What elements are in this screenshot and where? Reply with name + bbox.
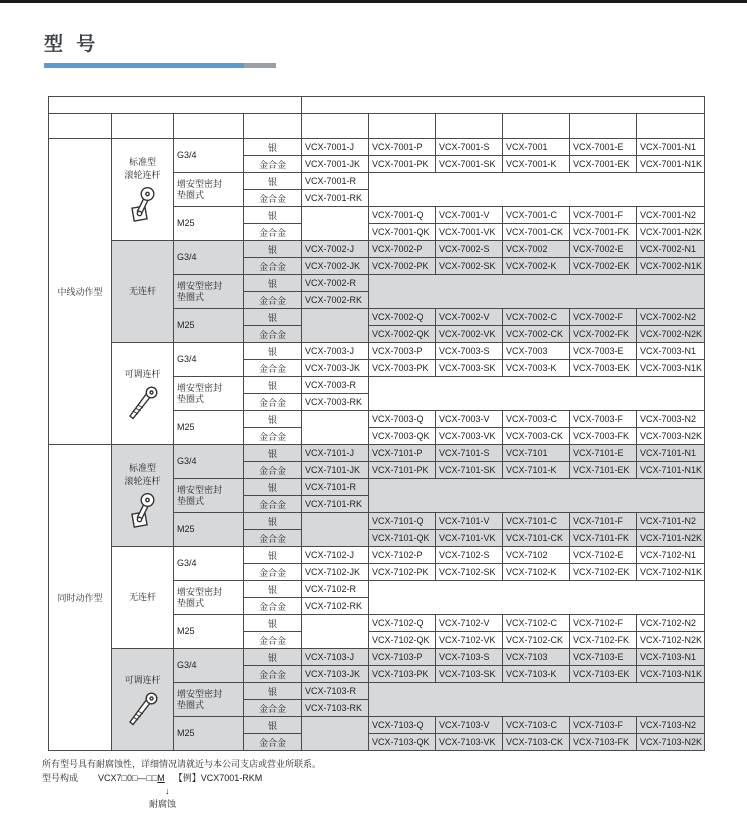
empty-region (302, 615, 369, 649)
page-title: 型 号 (44, 34, 100, 55)
model-cell: VCX-7001-N1K (637, 156, 705, 173)
cable-cell: G3/4 (174, 139, 244, 173)
model-cell: VCX-7103-FK (570, 734, 637, 751)
material-cell: 金合金 (244, 224, 302, 241)
cable-cell: 增安型密封 垫圈式 (174, 377, 244, 411)
adjustable-lever-icon (115, 384, 170, 420)
model-cell: VCX-7002-SK (436, 258, 503, 275)
model-cell: VCX-7003-N2K (637, 428, 705, 445)
material-cell: 银 (244, 411, 302, 428)
model-cell: VCX-7102-N1K (637, 564, 705, 581)
model-cell: VCX-7001-R (302, 173, 369, 190)
model-cell: VCX-7001-N1 (637, 139, 705, 156)
model-cell: VCX-7003-N2 (637, 411, 705, 428)
material-cell: 金合金 (244, 326, 302, 343)
model-cell: VCX-7101-CK (503, 530, 570, 547)
model-cell: VCX-7003-SK (436, 360, 503, 377)
model-cell: VCX-7003-QK (369, 428, 436, 445)
model-cell: VCX-7103 (503, 649, 570, 666)
col-header-iecex: IECEx (570, 114, 637, 139)
model-cell: VCX-7103-Q (369, 717, 436, 734)
model-cell: VCX-7101-N2 (637, 513, 705, 530)
model-cell: VCX-7102-V (436, 615, 503, 632)
model-cell: VCX-7101-N1K (637, 462, 705, 479)
footnotes (42, 758, 747, 810)
model-cell: VCX-7102-P (369, 547, 436, 564)
model-cell: VCX-7102-N1 (637, 547, 705, 564)
material-cell: 银 (244, 479, 302, 496)
model-cell: VCX-7001-QK (369, 224, 436, 241)
model-cell: VCX-7003-V (436, 411, 503, 428)
material-cell: 金合金 (244, 428, 302, 445)
material-cell: 银 (244, 207, 302, 224)
col-header-material: 接点材质 (244, 114, 302, 139)
col-header-tiis: TIIS (302, 114, 369, 139)
corrosion-label: 耐腐蚀 (149, 799, 177, 809)
model-composition-line (42, 772, 747, 784)
model-cell: VCX-7103-R (302, 683, 369, 700)
model-cell: VCX-7002-F (570, 309, 637, 326)
model-cell: VCX-7001-PK (369, 156, 436, 173)
material-cell: 银 (244, 649, 302, 666)
model-table-body (49, 139, 705, 751)
cable-cell: 增安型密封 垫圈式 (174, 275, 244, 309)
material-cell: 银 (244, 445, 302, 462)
model-cell: VCX-7103-C (503, 717, 570, 734)
model-cell: VCX-7002-Q (369, 309, 436, 326)
model-cell: VCX-7102-K (503, 564, 570, 581)
model-cell: VCX-7103-P (369, 649, 436, 666)
model-cell: VCX-7101-E (570, 445, 637, 462)
model-cell: VCX-7003 (503, 343, 570, 360)
model-cell: VCX-7001-F (570, 207, 637, 224)
model-number-table (48, 96, 705, 751)
model-cell: VCX-7103-QK (369, 734, 436, 751)
model-cell: VCX-7103-F (570, 717, 637, 734)
model-cell: VCX-7102-EK (570, 564, 637, 581)
model-cell: VCX-7003-R (302, 377, 369, 394)
material-cell: 金合金 (244, 462, 302, 479)
model-cell: VCX-7001-EK (570, 156, 637, 173)
model-cell: VCX-7102-R (302, 581, 369, 598)
model-cell: VCX-7101-QK (369, 530, 436, 547)
empty-region (369, 377, 705, 411)
model-cell: VCX-7001-S (436, 139, 503, 156)
material-cell: 银 (244, 173, 302, 190)
empty-region (369, 173, 705, 207)
model-cell: VCX-7103-K (503, 666, 570, 683)
model-cell: VCX-7001-C (503, 207, 570, 224)
empty-region (369, 275, 705, 309)
title-underline-blue (44, 63, 244, 68)
actuator-cell: 可调连杆 (112, 649, 174, 751)
cert-banner: 认证标准 (302, 97, 705, 114)
material-cell: 金合金 (244, 394, 302, 411)
material-cell: 金合金 (244, 292, 302, 309)
table-row (49, 547, 705, 564)
composition-example: 【例】VCX7001-RKM (173, 773, 263, 783)
material-cell: 金合金 (244, 734, 302, 751)
model-cell: VCX-7103-JK (302, 666, 369, 683)
model-cell: VCX-7101-SK (436, 462, 503, 479)
model-cell: VCX-7003-J (302, 343, 369, 360)
model-cell: VCX-7002-N2K (637, 326, 705, 343)
cable-cell: G3/4 (174, 445, 244, 479)
model-cell: VCX-7003-RK (302, 394, 369, 411)
material-cell: 银 (244, 343, 302, 360)
model-cell: VCX-7003-E (570, 343, 637, 360)
actuator-cell: 标准型 滚轮连杆 (112, 139, 174, 241)
adjustable-lever-icon (115, 690, 170, 726)
cable-cell: G3/4 (174, 547, 244, 581)
cable-cell: G3/4 (174, 343, 244, 377)
model-cell: VCX-7102-VK (436, 632, 503, 649)
table-row (49, 241, 705, 258)
col-header-nk: NK (637, 114, 705, 139)
col-header-shape: 操作头形状 (49, 114, 112, 139)
cable-cell: M25 (174, 207, 244, 241)
model-cell: VCX-7002-VK (436, 326, 503, 343)
model-cell: VCX-7003-CK (503, 428, 570, 445)
cable-cell: 增安型密封 垫圈式 (174, 173, 244, 207)
model-cell: VCX-7003-VK (436, 428, 503, 445)
model-cell: VCX-7101-FK (570, 530, 637, 547)
model-cell: VCX-7103-E (570, 649, 637, 666)
down-arrow: ↓ (165, 786, 170, 796)
model-cell: VCX-7002-V (436, 309, 503, 326)
table-row (49, 343, 705, 360)
model-cell: VCX-7101-V (436, 513, 503, 530)
model-cell: VCX-7001-N2 (637, 207, 705, 224)
shape-group-cell: 中线动作型 (49, 139, 112, 445)
col-header-kosha: KOSHA (436, 114, 503, 139)
composition-label: 型号构成 (42, 773, 79, 783)
model-cell: VCX-7103-N1 (637, 649, 705, 666)
model-cell: VCX-7103-RK (302, 700, 369, 717)
model-cell: VCX-7002-EK (570, 258, 637, 275)
material-cell: 金合金 (244, 496, 302, 513)
model-cell: VCX-7003-F (570, 411, 637, 428)
material-cell: 银 (244, 275, 302, 292)
model-cell: VCX-7103-N2K (637, 734, 705, 751)
corrosion-notice: 所有型号具有耐腐蚀性，详细情况请就近与本公司支店或营业所联系。 (42, 759, 322, 769)
model-cell: VCX-7003-C (503, 411, 570, 428)
empty-region (369, 683, 705, 717)
empty-region (369, 581, 705, 615)
model-cell: VCX-7002-RK (302, 292, 369, 309)
model-cell: VCX-7001-JK (302, 156, 369, 173)
model-cell: VCX-7001-E (570, 139, 637, 156)
model-cell: VCX-7101-N1 (637, 445, 705, 462)
actuator-cell: 无连杆 (112, 241, 174, 343)
actuator-cell: 可调连杆 (112, 343, 174, 445)
model-cell: VCX-7003-EK (570, 360, 637, 377)
model-cell: VCX-7102-N2 (637, 615, 705, 632)
cable-cell: M25 (174, 717, 244, 751)
model-cell: VCX-7002-N1K (637, 258, 705, 275)
header-spacer (49, 97, 302, 114)
model-cell: VCX-7102-C (503, 615, 570, 632)
model-cell: VCX-7003-FK (570, 428, 637, 445)
material-cell: 银 (244, 547, 302, 564)
cable-cell: M25 (174, 309, 244, 343)
model-cell: VCX-7102-J (302, 547, 369, 564)
empty-region (369, 479, 705, 513)
table-row (49, 139, 705, 156)
col-header-cable: 电缆引出 (174, 114, 244, 139)
model-cell: VCX-7103-SK (436, 666, 503, 683)
model-cell: VCX-7103-S (436, 649, 503, 666)
model-cell: VCX-7103-J (302, 649, 369, 666)
model-cell: VCX-7003-N1 (637, 343, 705, 360)
empty-region (302, 309, 369, 343)
material-cell: 银 (244, 581, 302, 598)
code-m-suffix: M (157, 773, 165, 783)
empty-region (302, 717, 369, 751)
empty-region (302, 207, 369, 241)
model-cell: VCX-7002-N2 (637, 309, 705, 326)
model-cell: VCX-7103-PK (369, 666, 436, 683)
model-cell: VCX-7001-FK (570, 224, 637, 241)
model-cell: VCX-7003-K (503, 360, 570, 377)
model-cell: VCX-7002-J (302, 241, 369, 258)
model-cell: VCX-7101-C (503, 513, 570, 530)
model-cell: VCX-7101-EK (570, 462, 637, 479)
cable-cell: 增安型密封 垫圈式 (174, 581, 244, 615)
material-cell: 银 (244, 615, 302, 632)
model-cell: VCX-7001 (503, 139, 570, 156)
model-cell: VCX-7102 (503, 547, 570, 564)
col-header-nepsi: NEPSI (369, 114, 436, 139)
model-cell: VCX-7002 (503, 241, 570, 258)
model-cell: VCX-7001-P (369, 139, 436, 156)
model-cell: VCX-7102-RK (302, 598, 369, 615)
model-cell: VCX-7002-R (302, 275, 369, 292)
model-cell: VCX-7102-SK (436, 564, 503, 581)
model-cell: VCX-7001-CK (503, 224, 570, 241)
material-cell: 金合金 (244, 360, 302, 377)
material-cell: 银 (244, 717, 302, 734)
cable-cell: M25 (174, 615, 244, 649)
model-cell: VCX-7003-JK (302, 360, 369, 377)
material-cell: 银 (244, 513, 302, 530)
model-cell: VCX-7102-N2K (637, 632, 705, 649)
empty-region (302, 513, 369, 547)
cable-cell: 增安型密封 垫圈式 (174, 683, 244, 717)
cable-cell: G3/4 (174, 241, 244, 275)
composition-code: VCX7□0□—□□M (98, 773, 165, 783)
cable-cell: G3/4 (174, 649, 244, 683)
material-cell: 金合金 (244, 598, 302, 615)
model-cell: VCX-7001-SK (436, 156, 503, 173)
model-cell: VCX-7003-Q (369, 411, 436, 428)
roller-lever-icon (115, 185, 170, 223)
material-cell: 金合金 (244, 632, 302, 649)
model-cell: VCX-7101-JK (302, 462, 369, 479)
cert-banner-row (49, 97, 705, 114)
model-cell: VCX-7103-V (436, 717, 503, 734)
column-header-row (49, 114, 705, 139)
model-cell: VCX-7102-Q (369, 615, 436, 632)
model-cell: VCX-7002-E (570, 241, 637, 258)
material-cell: 金合金 (244, 564, 302, 581)
model-cell: VCX-7002-N1 (637, 241, 705, 258)
model-cell: VCX-7002-CK (503, 326, 570, 343)
model-cell: VCX-7001-N2K (637, 224, 705, 241)
actuator-cell: 标准型 滚轮连杆 (112, 445, 174, 547)
actuator-cell: 无连杆 (112, 547, 174, 649)
model-cell: VCX-7102-FK (570, 632, 637, 649)
model-cell: VCX-7101 (503, 445, 570, 462)
model-cell: VCX-7003-S (436, 343, 503, 360)
model-cell: VCX-7002-K (503, 258, 570, 275)
model-cell: VCX-7101-PK (369, 462, 436, 479)
model-cell: VCX-7101-VK (436, 530, 503, 547)
top-rule (0, 0, 747, 3)
model-cell: VCX-7103-N2 (637, 717, 705, 734)
model-cell: VCX-7002-S (436, 241, 503, 258)
material-cell: 银 (244, 683, 302, 700)
col-header-actuator: 执行机构 (112, 114, 174, 139)
model-cell: VCX-7101-Q (369, 513, 436, 530)
model-cell: VCX-7001-J (302, 139, 369, 156)
model-cell: VCX-7102-E (570, 547, 637, 564)
roller-lever-icon (115, 491, 170, 529)
model-cell: VCX-7103-N1K (637, 666, 705, 683)
material-cell: 金合金 (244, 700, 302, 717)
material-cell: 金合金 (244, 666, 302, 683)
material-cell: 金合金 (244, 258, 302, 275)
material-cell: 银 (244, 241, 302, 258)
model-cell: VCX-7101-S (436, 445, 503, 462)
model-cell: VCX-7002-PK (369, 258, 436, 275)
model-cell: VCX-7002-JK (302, 258, 369, 275)
model-cell: VCX-7001-K (503, 156, 570, 173)
model-cell: VCX-7102-QK (369, 632, 436, 649)
material-cell: 金合金 (244, 156, 302, 173)
empty-region (302, 411, 369, 445)
model-cell: VCX-7003-PK (369, 360, 436, 377)
model-cell: VCX-7001-Q (369, 207, 436, 224)
cable-cell: M25 (174, 513, 244, 547)
model-cell: VCX-7002-QK (369, 326, 436, 343)
model-cell: VCX-7103-EK (570, 666, 637, 683)
model-cell: VCX-7102-F (570, 615, 637, 632)
shape-group-cell: 同时动作型 (49, 445, 112, 751)
table-row (49, 649, 705, 666)
model-cell: VCX-7103-CK (503, 734, 570, 751)
model-cell: VCX-7101-P (369, 445, 436, 462)
model-cell: VCX-7003-P (369, 343, 436, 360)
model-cell: VCX-7101-J (302, 445, 369, 462)
cable-cell: 增安型密封 垫圈式 (174, 479, 244, 513)
model-cell: VCX-7001-V (436, 207, 503, 224)
model-cell: VCX-7101-F (570, 513, 637, 530)
cable-cell: M25 (174, 411, 244, 445)
material-cell: 金合金 (244, 530, 302, 547)
model-cell: VCX-7002-P (369, 241, 436, 258)
material-cell: 银 (244, 139, 302, 156)
model-cell: VCX-7102-JK (302, 564, 369, 581)
model-cell: VCX-7003-N1K (637, 360, 705, 377)
model-cell: VCX-7001-VK (436, 224, 503, 241)
material-cell: 金合金 (244, 190, 302, 207)
model-cell: VCX-7002-FK (570, 326, 637, 343)
title-underline-gray (244, 63, 276, 68)
model-cell: VCX-7102-CK (503, 632, 570, 649)
table-row (49, 445, 705, 462)
material-cell: 银 (244, 309, 302, 326)
model-cell: VCX-7102-S (436, 547, 503, 564)
model-cell: VCX-7101-RK (302, 496, 369, 513)
model-cell: VCX-7101-N2K (637, 530, 705, 547)
col-header-atex: ATEX (503, 114, 570, 139)
model-cell: VCX-7002-C (503, 309, 570, 326)
material-cell: 银 (244, 377, 302, 394)
model-cell: VCX-7102-PK (369, 564, 436, 581)
model-cell: VCX-7101-R (302, 479, 369, 496)
model-cell: VCX-7001-RK (302, 190, 369, 207)
model-cell: VCX-7101-K (503, 462, 570, 479)
title-underline (44, 63, 276, 68)
model-cell: VCX-7103-VK (436, 734, 503, 751)
